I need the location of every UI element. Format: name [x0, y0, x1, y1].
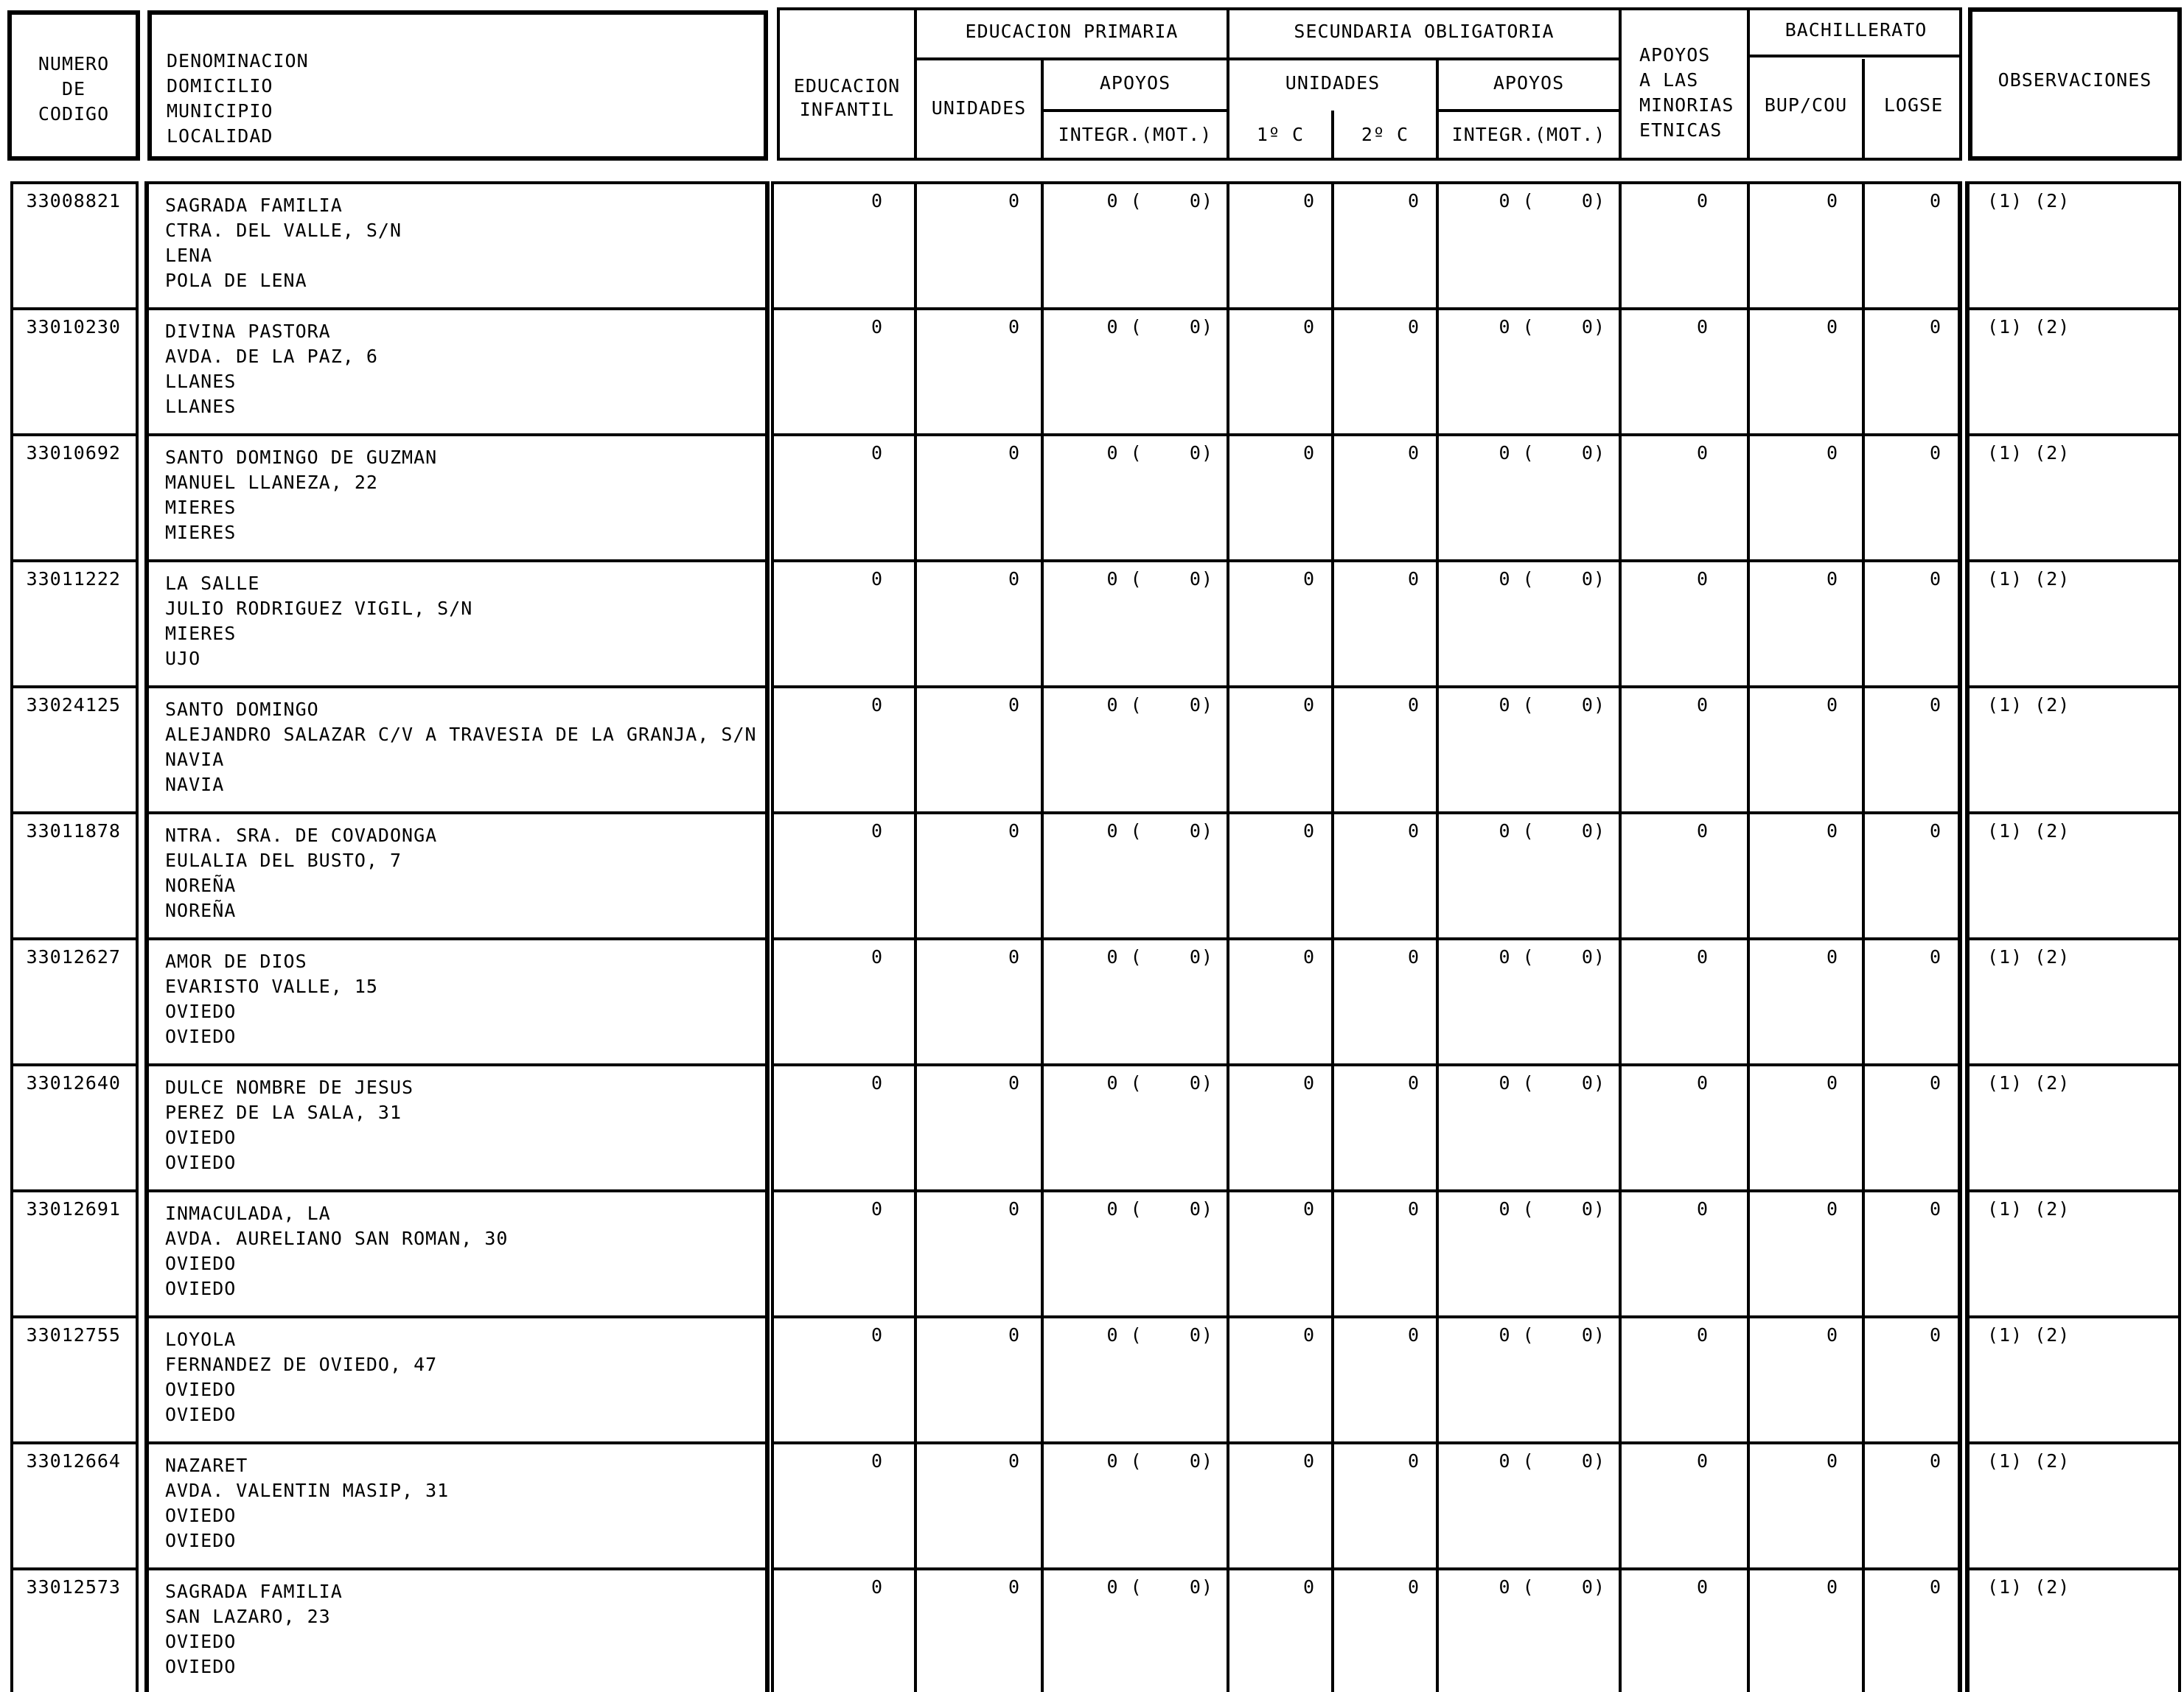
row-domicilio: MANUEL LLANEZA, 22: [165, 472, 378, 493]
row-value-pri-ap: 0 ( 0): [1106, 946, 1213, 968]
row-value-pri-ap: 0 ( 0): [1106, 442, 1213, 464]
row-localidad: POLA DE LENA: [165, 270, 307, 291]
row-municipio: NAVIA: [165, 749, 225, 770]
row-value-s1: 0: [1302, 1324, 1315, 1346]
row-value-bup: 0: [1826, 568, 1838, 590]
row-observaciones: (1) (2): [1987, 1198, 2070, 1220]
row-value-inf: 0: [871, 1198, 883, 1220]
row-localidad: OVIEDO: [165, 1026, 237, 1047]
row-value-bup: 0: [1826, 1198, 1838, 1220]
row-value-pri-u: 0: [1008, 820, 1020, 842]
row-value-sec-ap: 0 ( 0): [1499, 1450, 1605, 1472]
row-municipio: OVIEDO: [165, 1505, 237, 1526]
row-localidad: OVIEDO: [165, 1152, 237, 1173]
row-value-s2: 0: [1407, 568, 1420, 590]
header-minorias-line2: A LAS: [1639, 69, 1699, 91]
row-denominacion: NTRA. SRA. DE COVADONGA: [165, 825, 438, 846]
row-domicilio: AVDA. AURELIANO SAN ROMAN, 30: [165, 1228, 509, 1249]
row-value-pri-u: 0: [1008, 1198, 1020, 1220]
row-code: 33012627: [26, 946, 121, 968]
row-value-bup: 0: [1826, 442, 1838, 464]
row-value-pri-ap: 0 ( 0): [1106, 1198, 1213, 1220]
row-value-bup: 0: [1826, 1324, 1838, 1346]
row-value-s2: 0: [1407, 1324, 1420, 1346]
row-domicilio: AVDA. DE LA PAZ, 6: [165, 346, 378, 367]
row-value-bup: 0: [1826, 820, 1838, 842]
row-value-pri-ap: 0 ( 0): [1106, 316, 1213, 338]
header-observaciones: OBSERVACIONES: [1998, 69, 2152, 91]
row-denominacion: LOYOLA: [165, 1329, 237, 1350]
header-numero-line3: CODIGO: [38, 103, 110, 125]
header-infantil-line2: INFANTIL: [799, 99, 895, 120]
row-code: 33010692: [26, 442, 121, 464]
row-municipio: MIERES: [165, 623, 237, 644]
header-secundaria: SECUNDARIA OBLIGATORIA: [1294, 21, 1555, 42]
row-value-inf: 0: [871, 820, 883, 842]
header-denominacion-line3: MUNICIPIO: [167, 100, 273, 122]
row-value-bup: 0: [1826, 694, 1838, 716]
row-value-min: 0: [1696, 1324, 1709, 1346]
header-primaria-apoyos: APOYOS: [1099, 72, 1171, 94]
row-value-pri-ap: 0 ( 0): [1106, 1576, 1213, 1598]
row-value-s1: 0: [1302, 1450, 1315, 1472]
row-value-logse: 0: [1929, 1450, 1941, 1472]
row-value-inf: 0: [871, 316, 883, 338]
row-value-sec-ap: 0 ( 0): [1499, 946, 1605, 968]
row-value-s2: 0: [1407, 1072, 1420, 1094]
row-value-pri-ap: 0 ( 0): [1106, 1072, 1213, 1094]
row-value-min: 0: [1696, 1072, 1709, 1094]
row-value-s2: 0: [1407, 1198, 1420, 1220]
row-localidad: LLANES: [165, 396, 237, 417]
row-municipio: LLANES: [165, 371, 237, 392]
header-secundaria-apoyos: APOYOS: [1493, 72, 1565, 94]
header-primaria-unidades: UNIDADES: [931, 97, 1027, 119]
row-value-s2: 0: [1407, 442, 1420, 464]
header-primaria: EDUCACION PRIMARIA: [965, 21, 1179, 42]
header-logse: LOGSE: [1883, 94, 1944, 116]
row-observaciones: (1) (2): [1987, 694, 2070, 716]
row-value-min: 0: [1696, 316, 1709, 338]
row-denominacion: DIVINA PASTORA: [165, 321, 331, 342]
row-domicilio: ALEJANDRO SALAZAR C/V A TRAVESIA DE LA GRANJA, S/N: [165, 724, 757, 745]
row-value-pri-u: 0: [1008, 1072, 1020, 1094]
row-value-sec-ap: 0 ( 0): [1499, 190, 1605, 212]
header-denominacion-line1: DENOMINACION: [167, 50, 309, 71]
row-value-logse: 0: [1929, 1576, 1941, 1598]
row-localidad: OVIEDO: [165, 1278, 237, 1299]
row-value-sec-ap: 0 ( 0): [1499, 1576, 1605, 1598]
row-value-sec-ap: 0 ( 0): [1499, 568, 1605, 590]
row-value-s1: 0: [1302, 820, 1315, 842]
row-domicilio: AVDA. VALENTIN MASIP, 31: [165, 1480, 450, 1501]
row-observaciones: (1) (2): [1987, 190, 2070, 212]
row-denominacion: NAZARET: [165, 1455, 248, 1476]
row-value-inf: 0: [871, 1576, 883, 1598]
row-value-bup: 0: [1826, 190, 1838, 212]
row-domicilio: JULIO RODRIGUEZ VIGIL, S/N: [165, 598, 473, 619]
row-localidad: OVIEDO: [165, 1404, 237, 1425]
row-localidad: MIERES: [165, 522, 237, 543]
row-municipio: MIERES: [165, 497, 237, 518]
row-value-min: 0: [1696, 820, 1709, 842]
row-value-logse: 0: [1929, 442, 1941, 464]
row-value-sec-ap: 0 ( 0): [1499, 1324, 1605, 1346]
row-value-inf: 0: [871, 946, 883, 968]
row-value-pri-ap: 0 ( 0): [1106, 1324, 1213, 1346]
row-value-min: 0: [1696, 1450, 1709, 1472]
row-value-pri-u: 0: [1008, 190, 1020, 212]
row-value-s1: 0: [1302, 1198, 1315, 1220]
row-value-sec-ap: 0 ( 0): [1499, 694, 1605, 716]
row-value-s2: 0: [1407, 820, 1420, 842]
header-secundaria-integr: INTEGR.(MOT.): [1451, 124, 1606, 145]
row-domicilio: FERNANDEZ DE OVIEDO, 47: [165, 1354, 438, 1375]
row-localidad: OVIEDO: [165, 1530, 237, 1551]
row-observaciones: (1) (2): [1987, 316, 2070, 338]
row-observaciones: (1) (2): [1987, 1450, 2070, 1472]
row-code: 33012640: [26, 1072, 121, 1094]
header-secundaria-unidades: UNIDADES: [1285, 72, 1381, 94]
row-value-s2: 0: [1407, 1576, 1420, 1598]
row-code: 33012755: [26, 1324, 121, 1346]
row-value-bup: 0: [1826, 1450, 1838, 1472]
row-value-inf: 0: [871, 190, 883, 212]
row-value-logse: 0: [1929, 694, 1941, 716]
row-value-bup: 0: [1826, 946, 1838, 968]
row-value-logse: 0: [1929, 190, 1941, 212]
row-value-sec-ap: 0 ( 0): [1499, 316, 1605, 338]
row-value-logse: 0: [1929, 820, 1941, 842]
row-value-logse: 0: [1929, 316, 1941, 338]
header-primaria-integr: INTEGR.(MOT.): [1058, 124, 1213, 145]
row-value-s2: 0: [1407, 1450, 1420, 1472]
row-localidad: NOREÑA: [165, 900, 237, 921]
row-value-pri-ap: 0 ( 0): [1106, 694, 1213, 716]
row-value-bup: 0: [1826, 1576, 1838, 1598]
row-value-s1: 0: [1302, 190, 1315, 212]
row-value-pri-u: 0: [1008, 1324, 1020, 1346]
row-denominacion: SAGRADA FAMILIA: [165, 1581, 343, 1602]
row-denominacion: SAGRADA FAMILIA: [165, 195, 343, 216]
header-denominacion-line2: DOMICILIO: [167, 75, 273, 97]
row-code: 33011878: [26, 820, 121, 842]
row-code: 33024125: [26, 694, 121, 716]
row-code: 33010230: [26, 316, 121, 338]
header-infantil-line1: EDUCACION: [793, 75, 901, 97]
row-domicilio: EVARISTO VALLE, 15: [165, 976, 378, 997]
row-denominacion: DULCE NOMBRE DE JESUS: [165, 1077, 414, 1098]
row-value-min: 0: [1696, 442, 1709, 464]
header-numero-line1: NUMERO: [38, 53, 110, 74]
row-code: 33012573: [26, 1576, 121, 1598]
header-bup-cou: BUP/COU: [1764, 94, 1848, 116]
row-value-pri-ap: 0 ( 0): [1106, 190, 1213, 212]
row-municipio: OVIEDO: [165, 1379, 237, 1400]
row-value-pri-u: 0: [1008, 946, 1020, 968]
row-value-s1: 0: [1302, 1576, 1315, 1598]
row-value-pri-u: 0: [1008, 694, 1020, 716]
row-observaciones: (1) (2): [1987, 1324, 2070, 1346]
row-observaciones: (1) (2): [1987, 946, 2070, 968]
row-value-min: 0: [1696, 946, 1709, 968]
header-numero-line2: DE: [61, 78, 86, 99]
header-secundaria-2c: 2º C: [1361, 124, 1409, 145]
row-observaciones: (1) (2): [1987, 442, 2070, 464]
row-value-pri-u: 0: [1008, 316, 1020, 338]
row-value-pri-ap: 0 ( 0): [1106, 1450, 1213, 1472]
row-localidad: OVIEDO: [165, 1656, 237, 1677]
row-value-s2: 0: [1407, 946, 1420, 968]
row-municipio: OVIEDO: [165, 1631, 237, 1652]
row-value-logse: 0: [1929, 1072, 1941, 1094]
row-value-s1: 0: [1302, 1072, 1315, 1094]
row-code: 33012664: [26, 1450, 121, 1472]
row-municipio: LENA: [165, 245, 213, 266]
row-value-pri-ap: 0 ( 0): [1106, 568, 1213, 590]
header-minorias-line1: APOYOS: [1639, 44, 1711, 66]
row-value-s1: 0: [1302, 694, 1315, 716]
row-domicilio: PEREZ DE LA SALA, 31: [165, 1102, 402, 1123]
row-observaciones: (1) (2): [1987, 1072, 2070, 1094]
row-denominacion: INMACULADA, LA: [165, 1203, 331, 1224]
row-observaciones: (1) (2): [1987, 568, 2070, 590]
row-value-pri-u: 0: [1008, 1576, 1020, 1598]
row-value-pri-u: 0: [1008, 568, 1020, 590]
row-value-inf: 0: [871, 1072, 883, 1094]
row-value-min: 0: [1696, 1576, 1709, 1598]
row-municipio: NOREÑA: [165, 875, 237, 896]
row-domicilio: EULALIA DEL BUSTO, 7: [165, 850, 402, 871]
row-value-logse: 0: [1929, 568, 1941, 590]
header-minorias-line3: MINORIAS: [1639, 94, 1734, 116]
row-value-logse: 0: [1929, 1198, 1941, 1220]
row-value-bup: 0: [1826, 1072, 1838, 1094]
row-municipio: OVIEDO: [165, 1001, 237, 1022]
row-value-min: 0: [1696, 1198, 1709, 1220]
row-municipio: OVIEDO: [165, 1253, 237, 1274]
row-denominacion: SANTO DOMINGO: [165, 699, 319, 720]
header-secundaria-1c: 1º C: [1256, 124, 1305, 145]
header-minorias-line4: ETNICAS: [1639, 119, 1723, 141]
row-observaciones: (1) (2): [1987, 1576, 2070, 1598]
row-domicilio: CTRA. DEL VALLE, S/N: [165, 220, 402, 241]
row-code: 33008821: [26, 190, 121, 212]
row-value-s1: 0: [1302, 946, 1315, 968]
row-value-inf: 0: [871, 694, 883, 716]
row-value-pri-u: 0: [1008, 442, 1020, 464]
row-value-sec-ap: 0 ( 0): [1499, 820, 1605, 842]
row-value-inf: 0: [871, 1450, 883, 1472]
row-value-sec-ap: 0 ( 0): [1499, 1198, 1605, 1220]
row-value-s2: 0: [1407, 694, 1420, 716]
row-value-sec-ap: 0 ( 0): [1499, 442, 1605, 464]
row-domicilio: SAN LAZARO, 23: [165, 1606, 331, 1627]
header-denominacion-line4: LOCALIDAD: [167, 125, 273, 147]
row-denominacion: SANTO DOMINGO DE GUZMAN: [165, 447, 438, 468]
row-localidad: UJO: [165, 648, 201, 669]
row-observaciones: (1) (2): [1987, 820, 2070, 842]
row-value-inf: 0: [871, 442, 883, 464]
row-code: 33011222: [26, 568, 121, 590]
row-value-bup: 0: [1826, 316, 1838, 338]
row-value-s2: 0: [1407, 316, 1420, 338]
row-value-pri-u: 0: [1008, 1450, 1020, 1472]
row-value-s1: 0: [1302, 316, 1315, 338]
row-value-s1: 0: [1302, 442, 1315, 464]
row-value-sec-ap: 0 ( 0): [1499, 1072, 1605, 1094]
row-denominacion: AMOR DE DIOS: [165, 951, 307, 972]
row-value-s1: 0: [1302, 568, 1315, 590]
row-municipio: OVIEDO: [165, 1127, 237, 1148]
row-value-inf: 0: [871, 568, 883, 590]
row-code: 33012691: [26, 1198, 121, 1220]
row-value-min: 0: [1696, 190, 1709, 212]
header-bachillerato: BACHILLERATO: [1784, 19, 1927, 41]
row-denominacion: LA SALLE: [165, 573, 260, 594]
row-value-min: 0: [1696, 694, 1709, 716]
row-value-logse: 0: [1929, 1324, 1941, 1346]
row-value-logse: 0: [1929, 946, 1941, 968]
row-localidad: NAVIA: [165, 774, 225, 795]
row-value-s2: 0: [1407, 190, 1420, 212]
row-value-pri-ap: 0 ( 0): [1106, 820, 1213, 842]
row-value-min: 0: [1696, 568, 1709, 590]
row-value-inf: 0: [871, 1324, 883, 1346]
